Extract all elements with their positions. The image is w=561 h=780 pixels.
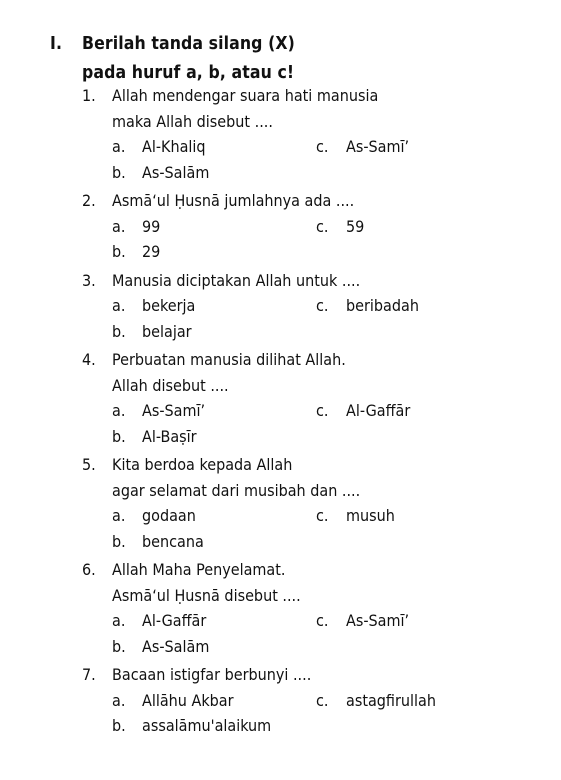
option-letter: a. bbox=[112, 401, 126, 420]
option-text: 99 bbox=[142, 216, 161, 236]
option-letter: c. bbox=[316, 611, 329, 630]
option-a[interactable] bbox=[112, 134, 316, 160]
option-letter: a. bbox=[112, 216, 126, 236]
question-7 bbox=[82, 662, 532, 739]
option-letter: b. bbox=[112, 321, 126, 341]
option-text: As-Samī’ bbox=[346, 137, 410, 156]
question-4 bbox=[82, 347, 532, 449]
instruction-line-1: Berilah tanda silang (X) bbox=[82, 34, 295, 54]
option-letter: c. bbox=[316, 296, 329, 315]
option-letter: a. bbox=[112, 690, 126, 710]
question-text: Kita berdoa kepada Allah agar selamat dari musibah dan .... bbox=[112, 455, 361, 500]
option-letter: a. bbox=[112, 296, 126, 315]
option-text: As-Salām bbox=[142, 162, 210, 182]
option-c[interactable] bbox=[316, 398, 520, 424]
option-text: assalāmu'alaikum bbox=[142, 716, 272, 735]
option-text: As-Salām bbox=[142, 636, 210, 656]
option-text: godaan bbox=[142, 506, 196, 525]
option-c[interactable] bbox=[316, 134, 520, 160]
option-letter: a. bbox=[112, 611, 126, 630]
question-number: 6. bbox=[82, 560, 96, 579]
question-number: 4. bbox=[82, 350, 96, 369]
question-number: 3. bbox=[82, 270, 96, 290]
option-letter: b. bbox=[112, 426, 126, 446]
question-number: 2. bbox=[82, 191, 96, 210]
option-letter: c. bbox=[316, 690, 329, 710]
question-6 bbox=[82, 557, 532, 659]
question-number: 5. bbox=[82, 455, 96, 474]
question-text: Manusia diciptakan Allah untuk .... bbox=[112, 270, 361, 290]
option-text: astagfirullah bbox=[346, 690, 436, 710]
option-a[interactable] bbox=[112, 214, 316, 240]
option-text: bencana bbox=[142, 531, 204, 551]
instruction-line-2: pada huruf a, b, atau c! bbox=[82, 63, 295, 83]
option-a[interactable] bbox=[112, 398, 316, 424]
option-text: bekerja bbox=[142, 296, 196, 315]
question-2 bbox=[82, 188, 532, 265]
option-b[interactable] bbox=[112, 239, 316, 265]
option-a[interactable] bbox=[112, 688, 316, 714]
option-letter: b. bbox=[112, 242, 126, 261]
option-letter: c. bbox=[316, 137, 329, 156]
section-instruction bbox=[50, 30, 295, 88]
option-c[interactable] bbox=[316, 688, 520, 714]
option-text: Al-Gaffār bbox=[346, 401, 411, 420]
option-text: As-Samī’ bbox=[142, 401, 206, 420]
question-text: Asmā‘ul Ḥusnā jumlahnya ada .... bbox=[112, 191, 355, 210]
option-letter: b. bbox=[112, 531, 126, 551]
option-a[interactable] bbox=[112, 503, 316, 529]
option-text: Al-Gaffār bbox=[142, 611, 207, 630]
option-text: Allāhu Akbar bbox=[142, 690, 234, 710]
option-b[interactable] bbox=[112, 319, 316, 345]
option-letter: b. bbox=[112, 716, 126, 735]
option-text: 29 bbox=[142, 242, 161, 261]
option-text: musuh bbox=[346, 506, 395, 525]
option-text: 59 bbox=[346, 216, 365, 236]
option-b[interactable] bbox=[112, 713, 316, 739]
question-text: Allah Maha Penyelamat. Asmā‘ul Ḥusnā disebut .... bbox=[112, 560, 301, 605]
option-letter: c. bbox=[316, 506, 329, 525]
option-a[interactable] bbox=[112, 608, 316, 634]
section-number: I. bbox=[50, 34, 63, 54]
option-b[interactable] bbox=[112, 529, 316, 555]
question-text: Allah mendengar suara hati manusia maka Allah disebut .... bbox=[112, 86, 379, 131]
option-c[interactable] bbox=[316, 608, 520, 634]
option-letter: c. bbox=[316, 401, 329, 420]
question-number: 1. bbox=[82, 86, 96, 105]
option-letter: c. bbox=[316, 216, 329, 236]
option-c[interactable] bbox=[316, 293, 520, 319]
option-letter: b. bbox=[112, 636, 126, 656]
option-text: beribadah bbox=[346, 296, 419, 315]
option-text: belajar bbox=[142, 321, 192, 341]
option-a[interactable] bbox=[112, 293, 316, 319]
option-text: As-Samī’ bbox=[346, 611, 410, 630]
question-list bbox=[82, 83, 532, 739]
question-5 bbox=[82, 452, 532, 554]
option-b[interactable] bbox=[112, 424, 316, 450]
option-c[interactable] bbox=[316, 214, 520, 240]
option-text: Al-Khaliq bbox=[142, 137, 206, 156]
option-text: Al-Baṣīr bbox=[142, 426, 197, 446]
option-letter: a. bbox=[112, 137, 126, 156]
option-letter: a. bbox=[112, 506, 126, 525]
option-c[interactable] bbox=[316, 503, 520, 529]
question-text: Perbuatan manusia dilihat Allah. Allah disebut .... bbox=[112, 350, 346, 395]
option-letter: b. bbox=[112, 162, 126, 182]
option-b[interactable] bbox=[112, 160, 316, 186]
question-3 bbox=[82, 268, 532, 345]
question-number: 7. bbox=[82, 665, 96, 684]
option-b[interactable] bbox=[112, 634, 316, 660]
question-1 bbox=[82, 83, 532, 185]
question-text: Bacaan istigfar berbunyi .... bbox=[112, 665, 312, 684]
